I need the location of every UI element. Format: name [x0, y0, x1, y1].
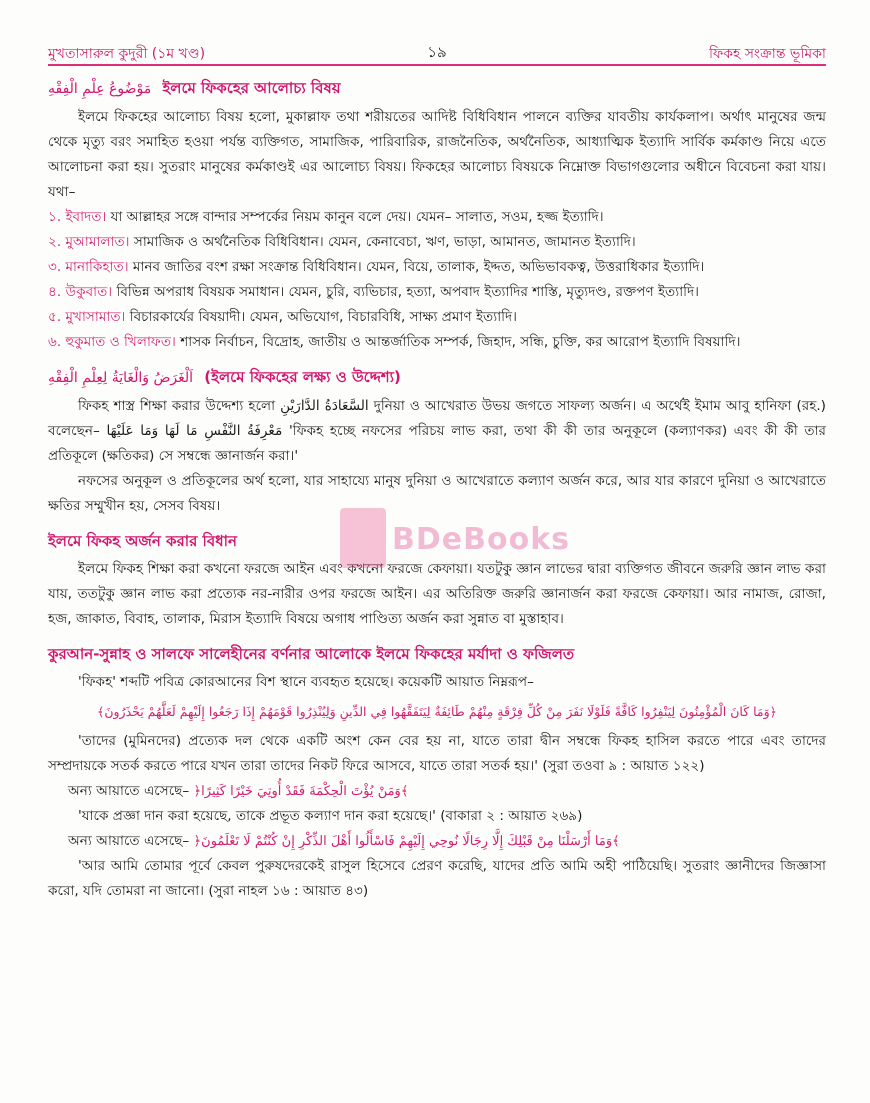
item-number: ৬. — [48, 334, 62, 350]
header-chapter-title: ফিকহ সংক্রান্ত ভূমিকা — [708, 46, 826, 62]
list-item — [48, 205, 826, 230]
item-number: ৫. — [48, 309, 62, 325]
watermark-text: BDeBooks — [392, 522, 571, 557]
section-heading-text: ইলমে ফিকহের আলোচ্য বিষয় — [162, 79, 341, 97]
section-heading-text: (ইলমে ফিকহের লক্ষ্য ও উদ্দেশ্য) — [204, 368, 401, 386]
item-term: মানাকিহাত। — [65, 259, 129, 275]
verse-intro-line — [48, 779, 826, 804]
running-header — [48, 40, 826, 66]
paragraph-subject: ইলমে ফিকহের আলোচ্য বিষয় হলো, মুকাল্লাফ তথা শরীয়তের আদিষ্ট বিধিবিধান পালনে ব্যক্তির যাবতীয় কার্যকলাপ। অর্থাৎ মানুষের জন্ম থেকে মৃত্যু বরং সমাহিত হওয়া পর্যন্ত ব্যক্তিগত, সামাজিক, পারিবারিক, রাজনৈতিক, অর্থনৈতিক, আধ্যাত্মিক ইত্যাদি সার্বিক কর্মকাণ্ড নিয়ে এতে আলোচনা করা হয়। সুতরাং মানুষের কর্মকাণ্ডই এর আলোচ্য বিষয়। ফিকহের আলোচ্য বিষয়কে নিম্নোক্ত বিভাগগুলোর অধীনে বিবেচনা করা যায়। যথা– — [48, 109, 826, 200]
paragraph-purpose-2: নফসের অনুকূল ও প্রতিকূলের অর্থ হলো, যার সাহায্যে মানুষ দুনিয়া ও আখেরাতে কল্যাণ অর্জন করে, আর যার কারণে দুনিয়া ও আখেরাতে ক্ষতির সম্মুখীন হয়, সেসব বিষয়। — [48, 473, 826, 514]
quran-verse: ﴿وَمَا أَرْسَلْنَا مِنْ قَبْلِكَ إِلَّا رِجَالًا نُوحِي إِلَيْهِمْ فَاسْأَلُوا أَهْلَ الذِّكْرِ إِنْ كُنْتُمْ لَا تَعْلَمُونَ﴾ — [193, 834, 620, 849]
item-text: বিভিন্ন অপরাধ বিষয়ক সমাধান। যেমন, চুরি, ব্যভিচার, হত্যা, অপবাদ ইত্যাদির শাস্তি, মৃত্যুদণ্ড, রক্তপণ ইত্যাদি। — [112, 284, 700, 300]
section-heading-purpose — [48, 365, 826, 390]
section-heading-text: ইলমে ফিকহ অর্জন করার বিধান — [48, 532, 237, 550]
section-heading-virtue — [48, 642, 826, 666]
item-term: মুআমালাত। — [65, 234, 130, 250]
item-text: বিচারকার্যের বিষয়াদী। যেমন, অভিযোগ, বিচারবিধি, সাক্ষ্য প্রমাণ ইত্যাদি। — [125, 309, 518, 325]
item-term: ইবাদত। — [65, 209, 107, 225]
item-term: হুকুমাত ও খিলাফত। — [65, 334, 176, 350]
list-item — [48, 255, 826, 280]
verse-translation: 'যাকে প্রজ্ঞা দান করা হয়েছে, তাকে প্রভূত কল্যাণ দান করা হয়েছে।' (বাকারা ২ : আয়াত ২৬৯) — [78, 808, 583, 824]
item-text: যা আল্লাহর সঙ্গে বান্দার সম্পর্কের নিয়ম কানুন বলে দেয়। যেমন– সালাত, সওম, হজ্জ ইত্যাদি। — [106, 209, 604, 225]
item-text: মানব জাতির বংশ রক্ষা সংক্রান্ত বিধিবিধান। যেমন, বিয়ে, তালাক, ইদ্দত, অভিভাবকত্ব, উত্তরাধিকার ইত্যাদি। — [128, 259, 705, 275]
list-item — [48, 305, 826, 330]
item-number: ২. — [48, 234, 62, 250]
book-page — [48, 40, 826, 904]
item-term: উকুবাত। — [65, 284, 113, 300]
item-text: শাসক নির্বাচন, বিদ্রোহ, জাতীয় ও আন্তর্জাতিক সম্পর্ক, জিহাদ, সন্ধি, চুক্তি, কর আরোপ ইত্যাদি বিষয়াদি। — [175, 334, 741, 350]
list-item — [48, 280, 826, 305]
item-number: ৩. — [48, 259, 62, 275]
page-number: ১৯ — [427, 43, 447, 61]
list-item — [48, 230, 826, 255]
item-term: মুখাসামাত। — [65, 309, 126, 325]
verse-translation: 'তাদের (মুমিনদের) প্রত্যেক দল থেকে একটি অংশ কেন বের হয় না, যাতে তারা দ্বীন সম্বন্ধে ফিকহ হাসিল করতে পারে এবং তাদের সম্প্রদায়কে সতর্ক করতে পারে যখন তারা তাদের নিকট ফিরে আসবে, যাতে তারা সতর্ক হয়।' (সুরা তওবা ৯ : আয়াত ১২২) — [48, 733, 826, 774]
paragraph-virtue-intro: 'ফিকহ' শব্দটি পবিত্র কোরআনের বিশ স্থানে ব্যবহৃত হয়েছে। কয়েকটি আয়াত নিম্নরূপ– — [78, 674, 534, 690]
verse-translation: 'আর আমি তোমার পূর্বে কেবল পুরুষদেরকেই রাসুল হিসেবে প্রেরণ করেছি, যাদের প্রতি আমি অহী পাঠিয়েছি। সুতরাং জ্ঞানীদের জিজ্ঞাসা করো, যদি তোমরা না জানো। (সুরা নাহল ১৬ : আয়াত ৪৩) — [48, 858, 826, 899]
quran-verse: ﴿وَمَنْ يُؤْتَ الْحِكْمَةَ فَقَدْ أُوتِيَ خَيْرًا كَثِيرًا﴾ — [193, 784, 409, 799]
section-heading-arabic: مَوْضُوعُ عِلْمِ الْفِقْهِ — [48, 81, 152, 97]
item-number: ৪. — [48, 284, 62, 300]
paragraph-purpose: ফিকহ শাস্ত্র শিক্ষা করার উদ্দেশ্য হলো السَّعَادَةُ الدَّارَيْنِ দুনিয়া ও আখেরাত উভয় জগতে সাফল্য অর্জন। এ অর্থেই ইমাম আবু হানিফা (রহ.) বলেছেন– مَعْرِفَةُ النَّفْسِ مَا لَهَا وَمَا عَلَيْهَا 'ফিকহ হচ্ছে নফসের পরিচয় লাভ করা, তথা কী কী তার অনুকূলে (কল্যাণকর) এবং কী কী তার প্রতিকূলে (ক্ষতিকর) সে সম্বন্ধে জ্ঞানার্জন করা।' — [48, 398, 827, 464]
quran-verse: ﴿وَمَا كَانَ الْمُؤْمِنُونَ لِيَنْفِرُوا كَافَّةً فَلَوْلَا نَفَرَ مِنْ كُلِّ فِرْقَةٍ مِنْهُمْ طَائِفَةٌ لِيَتَفَقَّهُوا فِي الدِّينِ وَلِيُنْذِرُوا قَوْمَهُمْ إِذَا رَجَعُوا إِلَيْهِمْ لَعَلَّهُمْ يَحْذَرُونَ﴾ — [97, 704, 777, 719]
topic-list — [48, 205, 826, 355]
section-heading-arabic: اَلْغَرَضُ وَالْغَايَةُ لِعِلْمِ الْفِقْهِ — [48, 370, 194, 386]
verse-intro-line — [48, 829, 826, 854]
watermark-logo — [340, 488, 570, 618]
book-icon — [340, 508, 386, 568]
verse-intro-text: অন্য আয়াতে এসেছে– — [68, 833, 190, 849]
header-book-title: মুখতাসারুল কুদুরী (১ম খণ্ড) — [48, 46, 206, 62]
item-text: সামাজিক ও অর্থনৈতিক বিধিবিধান। যেমন, কেনাবেচা, ঋণ, ভাড়া, আমানত, জামানত ইত্যাদি। — [129, 234, 636, 250]
section-heading-text: কুরআন-সুন্নাহ ও সালফে সালেহীনের বর্ণনার আলোকে ইলমে ফিকহের মর্যাদা ও ফজিলত — [48, 645, 575, 663]
item-number: ১. — [48, 209, 62, 225]
list-item — [48, 330, 826, 355]
section-heading-subject — [48, 76, 826, 101]
paragraph-ruling: ইলমে ফিকহ শিক্ষা করা কখনো ফরজে আইন এবং কখনো ফরজে কেফায়া। যতটুকু জ্ঞান লাভের দ্বারা ব্যক্তিগত জীবনে জরুরি জ্ঞান লাভ করা যায়, ততটুকু জ্ঞান লাভ করা প্রত্যেক নর-নারীর ওপর ফরজে আইন। এর অতিরিক্ত জরুরি জ্ঞানার্জন করা ফরজে কেফায়া। আর নামাজ, রোজা, হজ, জাকাত, বিবাহ, তালাক, মিরাস ইত্যাদি বিষয়ে অগাধ পাণ্ডিত্য অর্জন করা সুন্নাত বা মুস্তাহাব। — [48, 561, 826, 627]
verse-intro-text: অন্য আয়াতে এসেছে– — [68, 783, 190, 799]
